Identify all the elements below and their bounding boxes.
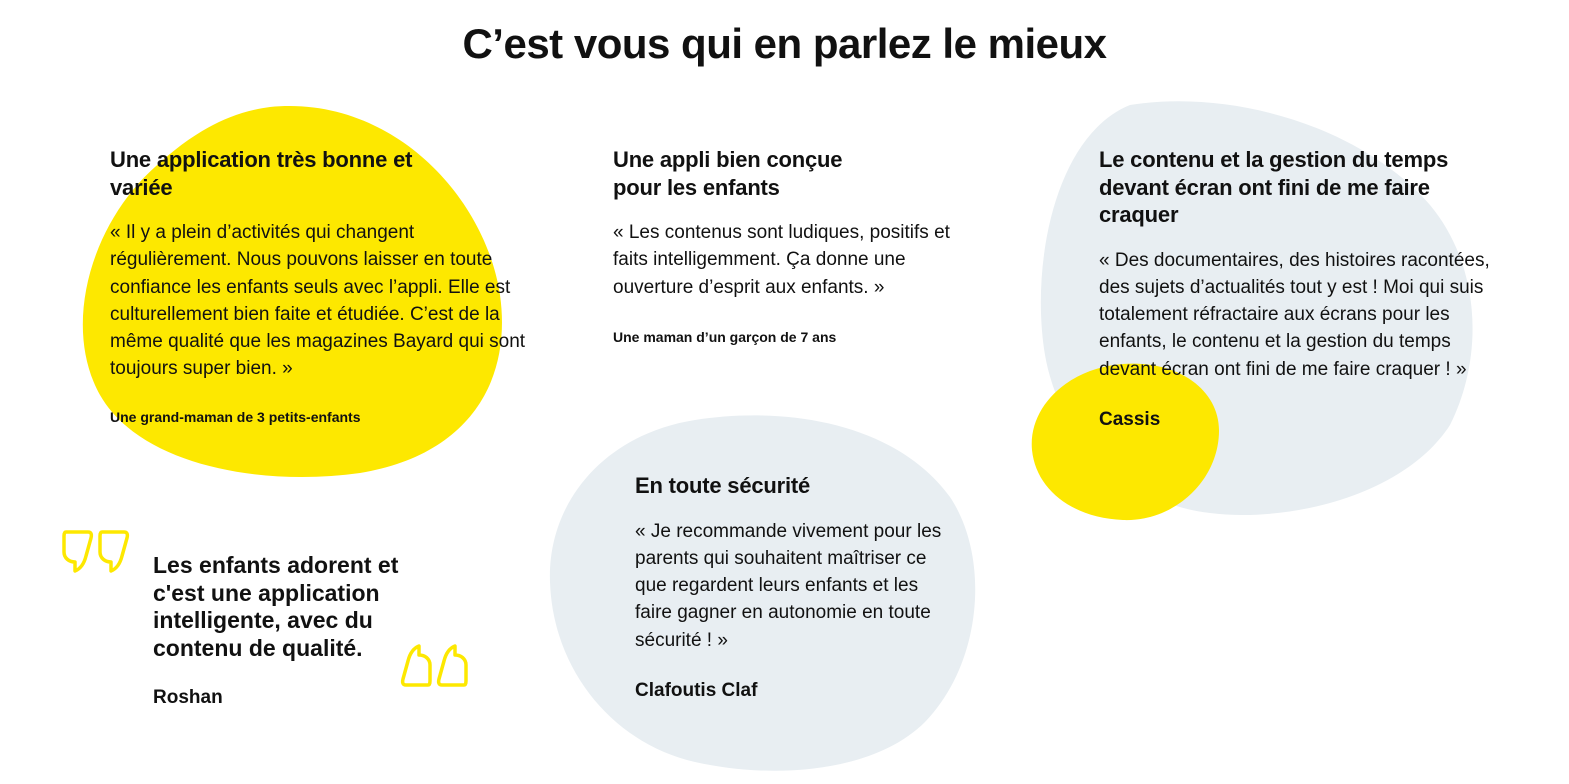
page-title: C’est vous qui en parlez le mieux (462, 20, 1107, 67)
testimonial-title: En toute sécurité (635, 473, 811, 498)
testimonial-title: Le contenu et la gestion du temps devant écran ont fini de me faire craquer (1099, 147, 1449, 227)
double-quote-icon (398, 643, 470, 689)
testimonial-quote: « Des documentaires, des histoires racontées, des sujets d’actualités tout y est ! Moi qui suis totalement réfractaire aux écrans pour les enfants, le contenu et la gestion du temps devant écran ont fini de me faire craquer ! » (1099, 249, 1490, 380)
testimonial-quote: « Je recommande vivement pour les parents qui souhaitent maîtriser ce que regardent leurs enfants et les faire gagner en autonomie en toute sécurité ! » (635, 520, 942, 651)
testimonial-card (1099, 146, 1519, 431)
testimonial-card (110, 146, 530, 425)
testimonial-quote: « Les contenus sont ludiques, positifs et faits intelligemment. Ça donne une ouverture d’esprit aux enfants. » (613, 222, 950, 298)
testimonial-card (635, 472, 955, 702)
testimonial-author: Clafoutis Claf (635, 679, 758, 701)
featured-quote-text: Les enfants adorent et c'est une application intelligente, avec du contenu de qualité. (153, 552, 399, 661)
testimonial-author: Une maman d’un garçon de 7 ans (613, 328, 837, 345)
featured-quote-author: Roshan (153, 687, 223, 708)
testimonial-author: Cassis (1099, 408, 1161, 430)
testimonial-title: Une appli bien conçue pour les enfants (613, 147, 843, 200)
testimonial-quote: « Il y a plein d’activités qui changent régulièrement. Nous pouvons laisser en toute confiance les enfants seuls avec l’appli. Elle est culturellement bien faite et étudiée. C’est de la même qualité que les magazines Bayard qui sont toujours super bien. » (110, 222, 526, 380)
testimonial-author: Une grand-maman de 3 petits-enfants (110, 408, 361, 425)
featured-quote (153, 552, 423, 709)
testimonial-title: Une application très bonne et variée (110, 147, 413, 200)
testimonial-card (613, 146, 993, 345)
double-quote-icon (60, 528, 132, 574)
